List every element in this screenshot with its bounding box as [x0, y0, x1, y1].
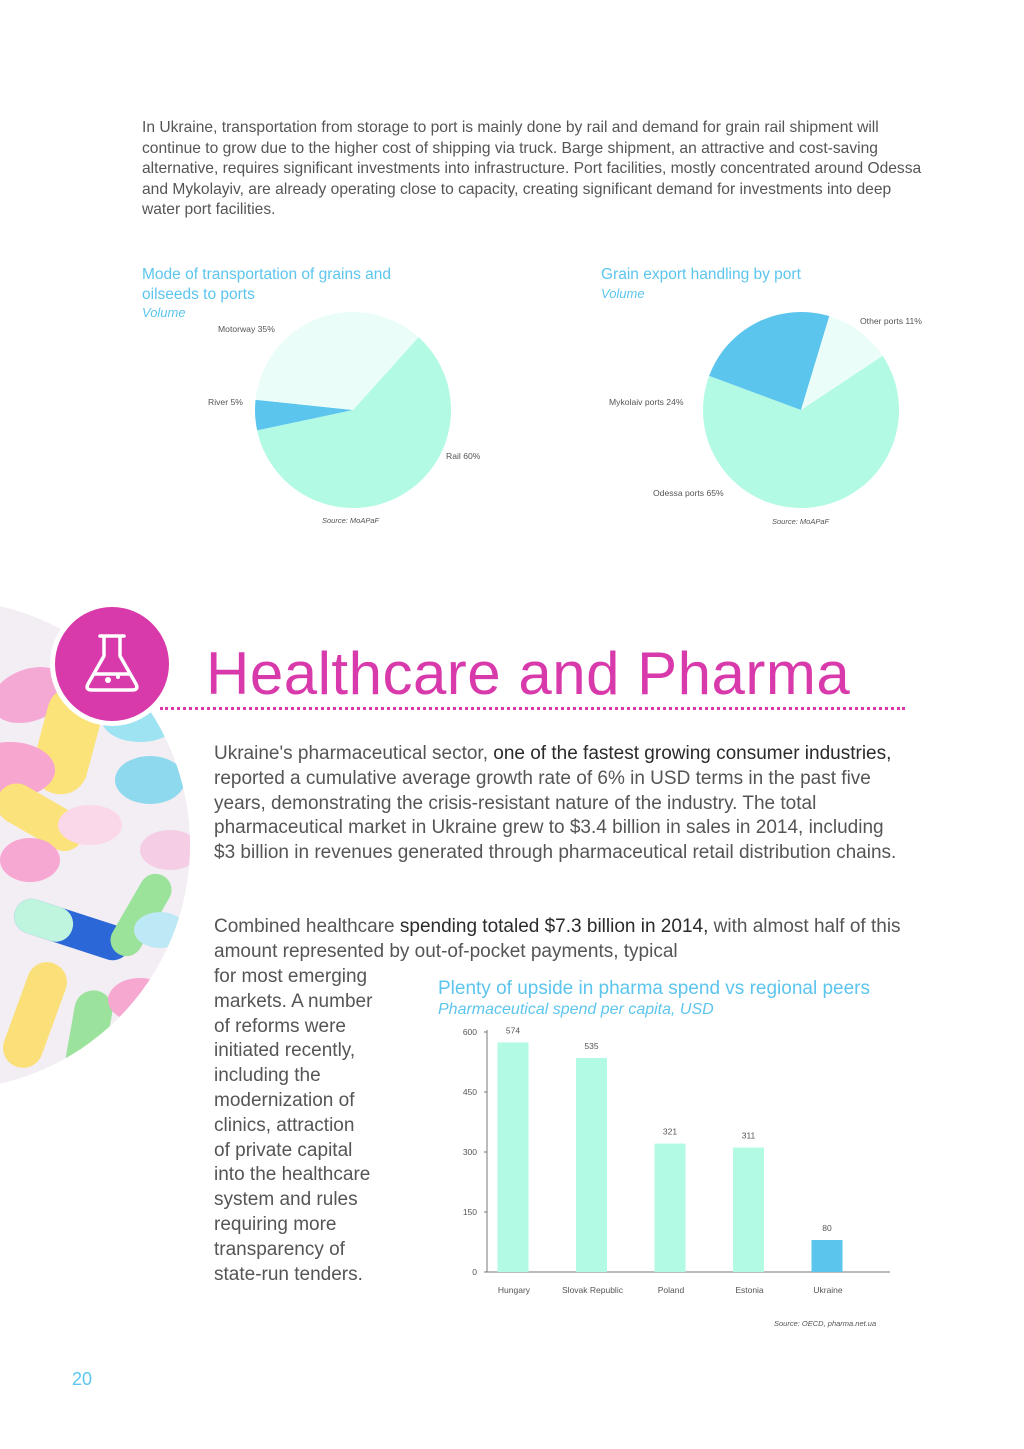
pie1-label-motorway: Motorway 35%: [218, 324, 275, 334]
bar-chart-title: Plenty of upside in pharma spend vs regional peers: [438, 978, 870, 999]
section-title: Healthcare and Pharma: [206, 640, 851, 707]
dotted-divider: [160, 707, 905, 710]
intro-paragraph: In Ukraine, transportation from storage to port is mainly done by rail and demand for grain rail shipment will continue to grow due to the higher cost of shipping via truck. Barge shipment, an attractive and cost-saving alternative, requires significant investments into infrastructure. Port facilities, mostly concentrated around Odessa and Mykolayiv, are already operating close to capacity, creating significant demand for investments into deep water port facilities.: [142, 119, 922, 219]
flask-icon-badge: [48, 600, 176, 728]
bar-value-label: 80: [822, 1223, 832, 1233]
y-tick-label: 150: [462, 1207, 477, 1217]
x-tick-label: Estonia: [735, 1285, 764, 1295]
bar-chart-subtitle: Pharmaceutical spend per capita, USD: [438, 1001, 714, 1018]
y-tick-label: 300: [462, 1147, 477, 1157]
pie2-source: Source: MoAPaF: [772, 517, 830, 526]
para3-line: for most emerging: [214, 966, 368, 987]
y-tick-label: 0: [472, 1267, 477, 1277]
pie1-label-river: River 5%: [208, 397, 243, 407]
para3-line: system and rules: [214, 1189, 358, 1211]
pie2-title: Grain export handling by port: [601, 266, 801, 283]
para3-line: transparency of: [214, 1238, 345, 1260]
pie1-title: Mode of transportation of grains and oilseeds to ports: [142, 266, 392, 303]
bar-hungary: [498, 1042, 529, 1272]
bar-poland: [655, 1144, 686, 1272]
pharma-paragraph-2: Combined healthcare spending totaled $7.3 billion in 2014, with almost half of this amount represented by out-of-pocket payments, typical: [214, 916, 901, 962]
bar-chart-source: Source: OECD, pharma.net.ua: [774, 1319, 877, 1328]
pharma-paragraph-1: Ukraine's pharmaceutical sector, one of the fastest growing consumer industries, reported a cumulative average growth rate of 6% in USD terms in the past five years, demonstrating the crisis-resistant nature of the industry. The total pharmaceutical market in Ukraine grew to $3.4 billion in sales in 2014, including $3 billion in revenues generated through pharmaceutical retail distribution chains.: [214, 743, 897, 864]
para3-line: initiated recently,: [214, 1040, 356, 1062]
pie2-subtitle: Volume: [601, 286, 645, 301]
pie2-label-odessa: Odessa ports 65%: [653, 488, 724, 498]
para3-line: clinics, attraction: [214, 1114, 355, 1136]
pie1-chart: [0, 0, 1024, 560]
y-tick-label: 450: [462, 1087, 477, 1097]
para3-line: of private capital: [214, 1139, 353, 1161]
para3-line: into the healthcare: [214, 1164, 371, 1186]
x-tick-label: Ukraine: [813, 1285, 843, 1295]
bar-value-label: 535: [584, 1041, 599, 1051]
pie2-label-mykolaiv: Mykolaiv ports 24%: [609, 397, 684, 407]
para3-line: of reforms were: [214, 1015, 346, 1037]
pie1-label-rail: Rail 60%: [446, 451, 481, 461]
bar-value-label: 321: [662, 1126, 678, 1137]
para3-line: including the: [214, 1065, 321, 1087]
pie1-source: Source: MoAPaF: [322, 516, 380, 525]
para3-line: requiring more: [214, 1213, 337, 1235]
page-number: 20: [72, 1369, 93, 1389]
para3-line: state-run tenders.: [214, 1263, 363, 1285]
x-tick-label: Poland: [657, 1285, 685, 1295]
x-tick-label: Slovak Republic: [562, 1285, 623, 1295]
bar-slovak-republic: [576, 1058, 607, 1272]
para3-line: modernization of: [214, 1089, 355, 1111]
x-tick-label: Hungary: [497, 1285, 531, 1295]
pie2-label-other: Other ports 11%: [860, 316, 922, 326]
pharma-paragraph-3: [214, 965, 429, 1287]
bar-estonia: [733, 1148, 764, 1272]
bar-value-label: 574: [505, 1025, 521, 1036]
bar-ukraine: [812, 1240, 843, 1272]
y-tick-label: 600: [462, 1027, 477, 1037]
bar-value-label: 311: [741, 1130, 756, 1141]
bar-chart: [430, 1020, 910, 1310]
pie1-subtitle: Volume: [142, 305, 186, 320]
para3-line: markets. A number: [214, 990, 373, 1012]
